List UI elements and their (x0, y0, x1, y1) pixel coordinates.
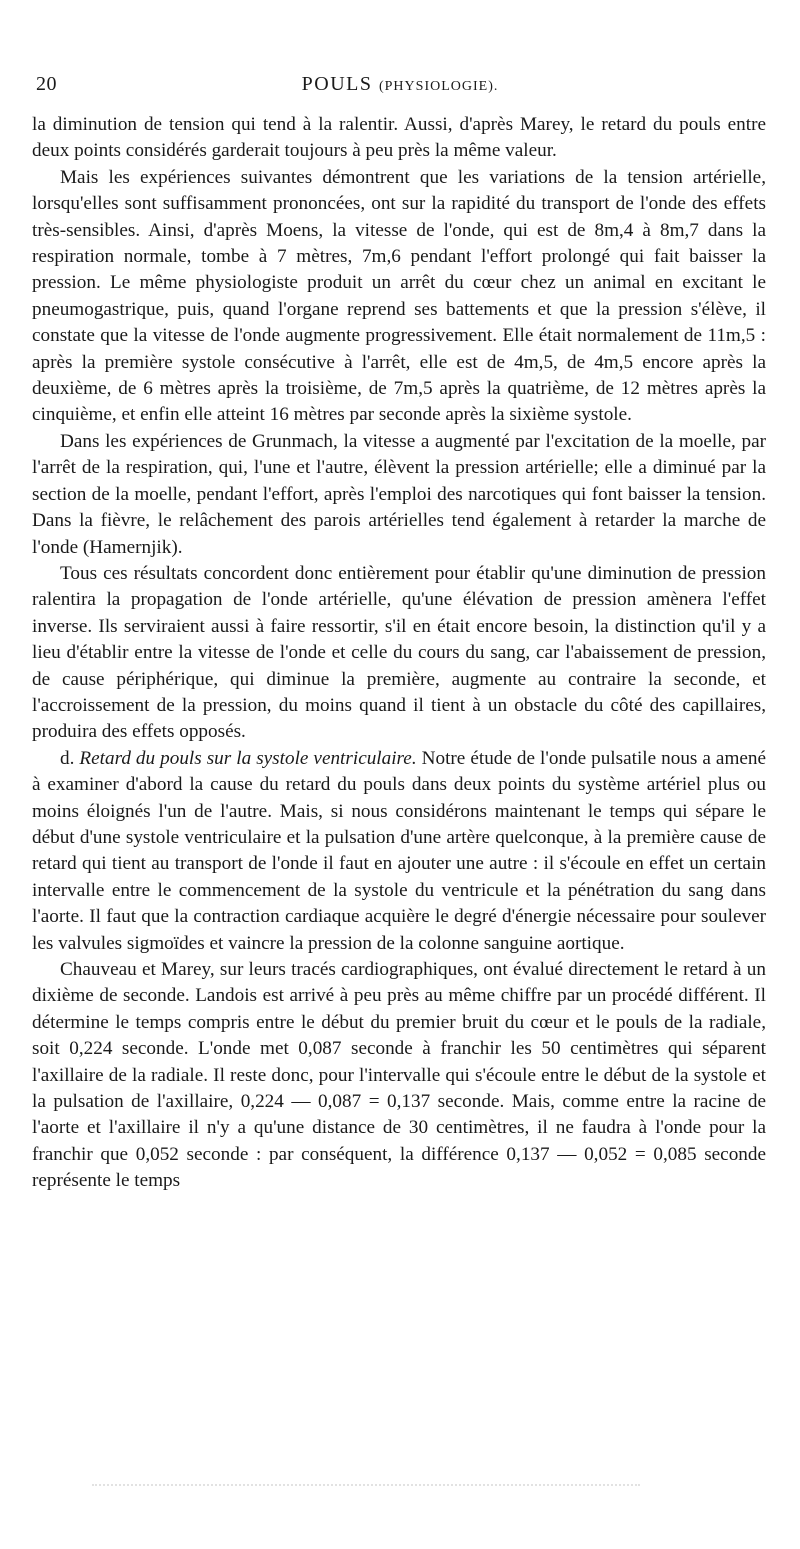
running-title (36, 73, 764, 96)
paragraph: Mais les expériences suivantes démontrent que les variations de la tension artérielle, lorsqu'elles sont suffisamment prononcées, ont sur la rapidité du transport de l'onde des effets très-sensibles. Ainsi, d'après Moens, la vitesse de l'onde, qui est de 8m,4 à 8m,7 dans la respiration normale, tombe à 7 mètres, 7m,6 pendant l'effort prolongé qui fait baisser la pression. Le même physiologiste produit un arrêt du cœur chez un animal en excitant le pneumogastrique, puis, quand l'organe reprend ses battements et que la pression s'élève, il constate que la vitesse de l'onde augmente progressivement. Elle était normalement de 11m,5 : après la première systole consécutive à l'arrêt, elle est de 4m,5, de 4m,5 encore après la deuxième, de 6 mètres après la troisième, de 7m,5 après la quatrième, de 12 mètres après la cinquième, et enfin elle atteint 16 mètres par seconde après la sixième systole. (32, 166, 766, 426)
running-title-main: POULS (301, 73, 373, 95)
page-number: 20 (36, 73, 57, 95)
section-label: d. (60, 747, 75, 769)
paragraph: la diminution de tension qui tend à la ralentir. Aussi, d'après Marey, le retard du pouls entre deux points considérés garderait toujours à peu près la même valeur. (32, 114, 766, 162)
section-heading: Retard du pouls sur la systole ventriculaire. (79, 747, 417, 769)
page-header (36, 73, 764, 103)
paragraph: Chauveau et Marey, sur leurs tracés cardiographiques, ont évalué directement le retard à un dixième de seconde. Landois est arrivé à peu près au même chiffre par un procédé différent. Il détermine le temps compris entre le début du premier bruit du cœur et le pouls de la radiale, soit 0,224 seconde. L'onde met 0,087 seconde à franchir les 50 centimètres qui séparent l'axillaire de la radiale. Il reste donc, pour l'intervalle qui s'écoule entre le début de la systole et la pulsation de l'axillaire, 0,224 — 0,087 = 0,137 seconde. Mais, comme entre la racine de l'aorte et l'axillaire il n'y a qu'une distance de 30 centimètres, il ne faudra à l'onde pour la franchir que 0,052 seconde : par conséquent, la différence 0,137 — 0,052 = 0,085 seconde représente le temps (32, 959, 766, 1192)
section-text: Notre étude de l'onde pulsatile nous a amené à examiner d'abord la cause du retard du pouls dans deux points du système artériel plus ou moins éloignés l'un de l'autre. Mais, si nous considérons maintenant le temps qui sépare le début d'une systole ventriculaire et la pulsation d'une artère quelconque, à la première cause de retard qui tient au transport de l'onde il faut en ajouter une autre : il s'écoule en effet un certain intervalle entre le commencement de la systole du ventricule et la pénétration du sang dans l'aorte. Il faut que la contraction cardiaque acquière le degré d'énergie nécessaire pour soulever les valvules sigmoïdes et vaincre la pression de la colonne sanguine aortique. (32, 747, 767, 954)
body-text (32, 112, 766, 1195)
paragraph: Dans les expériences de Grunmach, la vitesse a augmenté par l'excitation de la moelle, par l'arrêt de la respiration, qui, l'une et l'autre, élèvent la pression artérielle; elle a diminué par la section de la moelle, pendant l'effort, après l'emploi des narcotiques qui font baisser la tension. Dans la fièvre, le relâchement des parois artérielles tend également à retarder la marche de l'onde (Hamernjik). (32, 430, 766, 558)
running-title-sub: (PHYSIOLOGIE). (378, 79, 499, 94)
page-footer-rule (92, 1484, 640, 1490)
section-paragraph-d (32, 746, 766, 957)
paragraph: Tous ces résultats concordent donc entièrement pour établir qu'une diminution de pression ralentira la propagation de l'onde artérielle, qu'une élévation de pression amènera l'effet inverse. Ils serviraient aussi à faire ressortir, s'il en était encore besoin, la distinction qu'il y a lieu d'établir entre la vitesse de l'onde et celle du cours du sang, car l'abaissement de pression, de cause périphérique, qui diminue la première, augmente au contraire la seconde, et l'accroissement de la pression, du moins quand il tient à un obstacle du côté des capillaires, produira des effets opposés. (32, 562, 766, 743)
